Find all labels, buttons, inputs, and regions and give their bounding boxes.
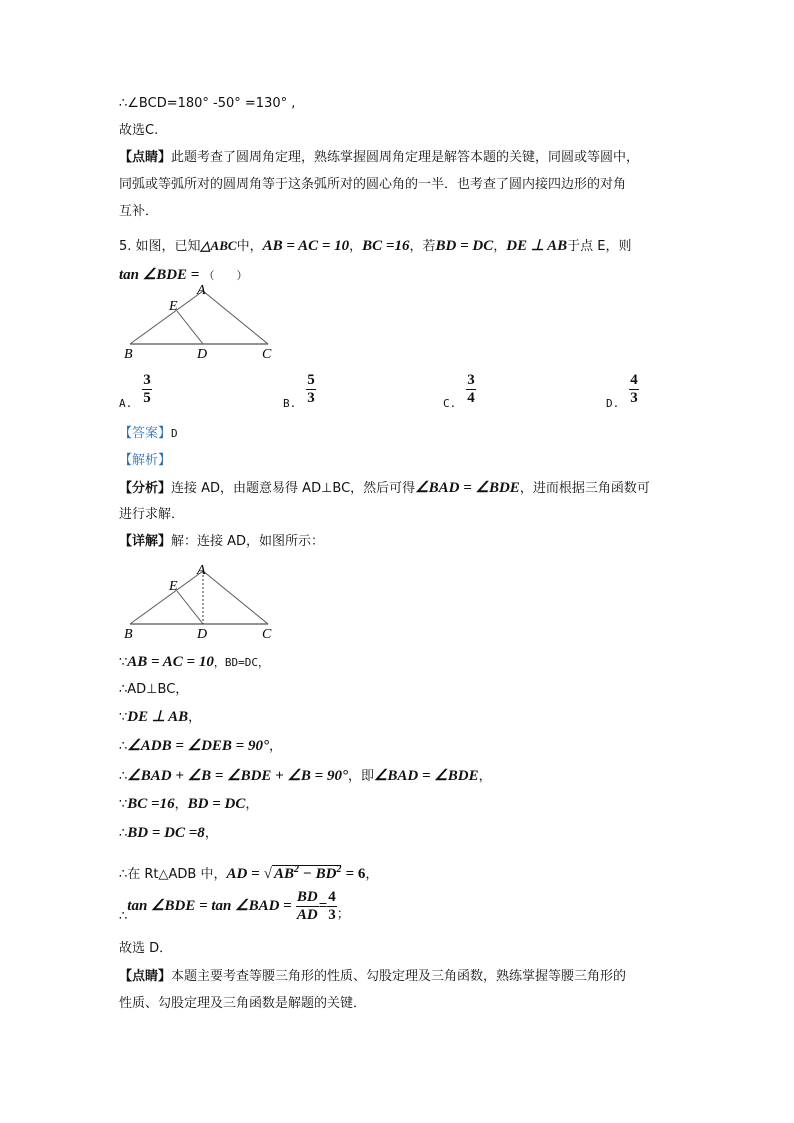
because: ∵ xyxy=(119,655,128,670)
text: ， xyxy=(268,739,282,754)
math: AD = xyxy=(226,866,260,882)
text: ， xyxy=(204,826,218,841)
text: ∴在 Rt△ADB 中， xyxy=(119,867,227,882)
text: ，BD=DC， xyxy=(213,656,269,669)
math: ∠BAD + ∠B = ∠BDE + ∠B = 90° xyxy=(127,768,348,784)
step-2: ∴AD⊥BC， xyxy=(119,682,189,697)
math: BC =16 xyxy=(127,796,175,812)
option-c[interactable] xyxy=(443,372,476,410)
label-e: E xyxy=(169,299,178,314)
answer-tag: 【答案】 xyxy=(119,426,172,441)
label-c: C xyxy=(262,627,272,642)
prev-comment-2: 同弧或等弧所对的圆周角等于这条弧所对的圆心角的一半．也考查了圆内接四边形的对角 xyxy=(119,177,627,192)
label-d: D xyxy=(197,627,208,642)
because: ∵ xyxy=(119,797,128,812)
answer xyxy=(119,424,178,444)
analysis-line-2: 进行求解． xyxy=(119,507,185,522)
equals: = xyxy=(318,898,328,914)
text: 于点 E，则 xyxy=(567,239,632,254)
exponent: 2 xyxy=(294,864,300,875)
label-c: C xyxy=(262,347,272,362)
text: ， xyxy=(478,769,492,784)
math: ∠BAD = ∠BDE xyxy=(373,768,479,784)
step-3 xyxy=(119,707,201,728)
fraction xyxy=(142,372,152,407)
text: ， xyxy=(493,239,507,254)
math: AB = AC = 10 xyxy=(262,238,350,254)
analysis-tag: 【分析】 xyxy=(119,481,172,496)
option-label: C. xyxy=(443,397,457,410)
triangle-figure xyxy=(115,280,295,365)
option-b[interactable] xyxy=(283,372,316,410)
paren: （ ） xyxy=(203,269,248,282)
detail-intro xyxy=(119,532,324,552)
prev-comment-1 xyxy=(119,148,639,168)
label-e: E xyxy=(169,579,178,594)
prev-line-2: 故选C. xyxy=(119,123,159,138)
math: tan ∠BDE = xyxy=(119,267,200,283)
fraction xyxy=(327,889,337,924)
step-1 xyxy=(119,652,269,673)
step-9 xyxy=(119,888,350,925)
math: AB xyxy=(274,866,295,882)
step-6 xyxy=(119,794,258,815)
math: = 6 xyxy=(345,866,366,882)
math: ∠BAD = ∠BDE xyxy=(415,480,520,496)
text: ，即 xyxy=(347,769,374,784)
numerator: 4 xyxy=(328,889,336,905)
math: DE ⊥ AB xyxy=(127,709,189,725)
comment-line-2: 性质、勾股定理及三角函数是解题的关键． xyxy=(119,996,367,1011)
option-d[interactable] xyxy=(606,372,639,410)
text: 连接 AD，由题意易得 AD⊥BC，然后可得 xyxy=(171,481,416,496)
text: 5. 如图，已知 xyxy=(119,239,201,254)
analysis-tag: 【解析】 xyxy=(119,453,172,468)
math: AB = AC = 10 xyxy=(127,654,214,670)
text: ， xyxy=(245,797,259,812)
denominator: 3 xyxy=(328,907,336,923)
fraction xyxy=(466,372,476,407)
option-label: B. xyxy=(283,397,297,410)
text: ， xyxy=(188,710,202,725)
therefore: ∴ xyxy=(119,769,128,784)
math: BC =16 xyxy=(362,238,410,254)
text: 本题主要考查等腰三角形的性质、勾股定理及三角函数，熟练掌握等腰三角形的 xyxy=(171,969,627,984)
math: BD = DC =8 xyxy=(127,825,205,841)
step-5 xyxy=(119,766,492,787)
label-b: B xyxy=(124,347,133,362)
denominator: 3 xyxy=(630,390,638,406)
label-d: D xyxy=(197,347,208,362)
sqrt-radicand xyxy=(272,865,341,882)
label-b: B xyxy=(124,627,133,642)
text: ，若 xyxy=(409,239,436,254)
text: ，进而根据三角函数可 xyxy=(519,481,650,496)
denominator: 5 xyxy=(143,390,151,406)
comment-tag: 【点睛】 xyxy=(119,150,172,165)
answer-value: D xyxy=(171,427,178,440)
fraction xyxy=(629,372,639,407)
numerator: 4 xyxy=(630,372,638,388)
detail-tag: 【详解】 xyxy=(119,534,172,549)
fraction xyxy=(296,889,319,924)
prev-comment-3: 互补． xyxy=(119,204,159,219)
fraction xyxy=(306,372,316,407)
denominator: AD xyxy=(296,907,318,923)
because: ∵ xyxy=(119,710,128,725)
comment-line-1 xyxy=(119,967,626,987)
option-label: A. xyxy=(119,397,133,410)
sqrt-sign: √ xyxy=(263,866,273,882)
question-stem xyxy=(119,236,631,257)
math: tan ∠BDE = tan ∠BAD = xyxy=(127,898,292,914)
therefore: ∴ xyxy=(119,739,128,754)
math: − BD xyxy=(299,866,337,882)
math: BD = DC xyxy=(187,796,246,812)
triangle-figure-with-altitude xyxy=(115,560,295,645)
math: △ABC xyxy=(200,238,237,253)
prev-line-1: ∴∠BCD=180° -50° =130° , xyxy=(119,96,296,111)
text: 中， xyxy=(236,239,263,254)
option-label: D. xyxy=(606,397,620,410)
denominator: 3 xyxy=(307,390,315,406)
therefore: ∴ xyxy=(119,826,128,841)
text: ， xyxy=(365,867,379,882)
step-4 xyxy=(119,736,282,757)
option-a[interactable] xyxy=(119,372,152,410)
math: ∠ADB = ∠DEB = 90° xyxy=(127,738,269,754)
text: ， xyxy=(174,797,188,812)
step-8 xyxy=(119,860,378,885)
exponent: 2 xyxy=(336,864,342,875)
math: DE ⊥ AB xyxy=(506,238,568,254)
text: 解：连接 AD，如图所示： xyxy=(171,534,325,549)
math: BD = DC xyxy=(435,238,494,254)
numerator: 3 xyxy=(143,372,151,388)
denominator: 4 xyxy=(467,390,475,406)
comment-tag: 【点睛】 xyxy=(119,969,172,984)
therefore: ∴ xyxy=(119,909,128,924)
label-a: A xyxy=(197,563,206,578)
label-a: A xyxy=(197,283,206,298)
text: 此题考查了圆周角定理，熟练掌握圆周角定理是解答本题的关键，同圆或等圆中， xyxy=(171,150,640,165)
step-10: 故选 D． xyxy=(119,941,173,956)
text: ； xyxy=(336,907,350,922)
numerator: BD xyxy=(296,889,318,905)
text: ， xyxy=(349,239,363,254)
numerator: 3 xyxy=(467,372,475,388)
numerator: 5 xyxy=(307,372,315,388)
analysis-line-1 xyxy=(119,478,650,499)
step-7 xyxy=(119,823,218,844)
